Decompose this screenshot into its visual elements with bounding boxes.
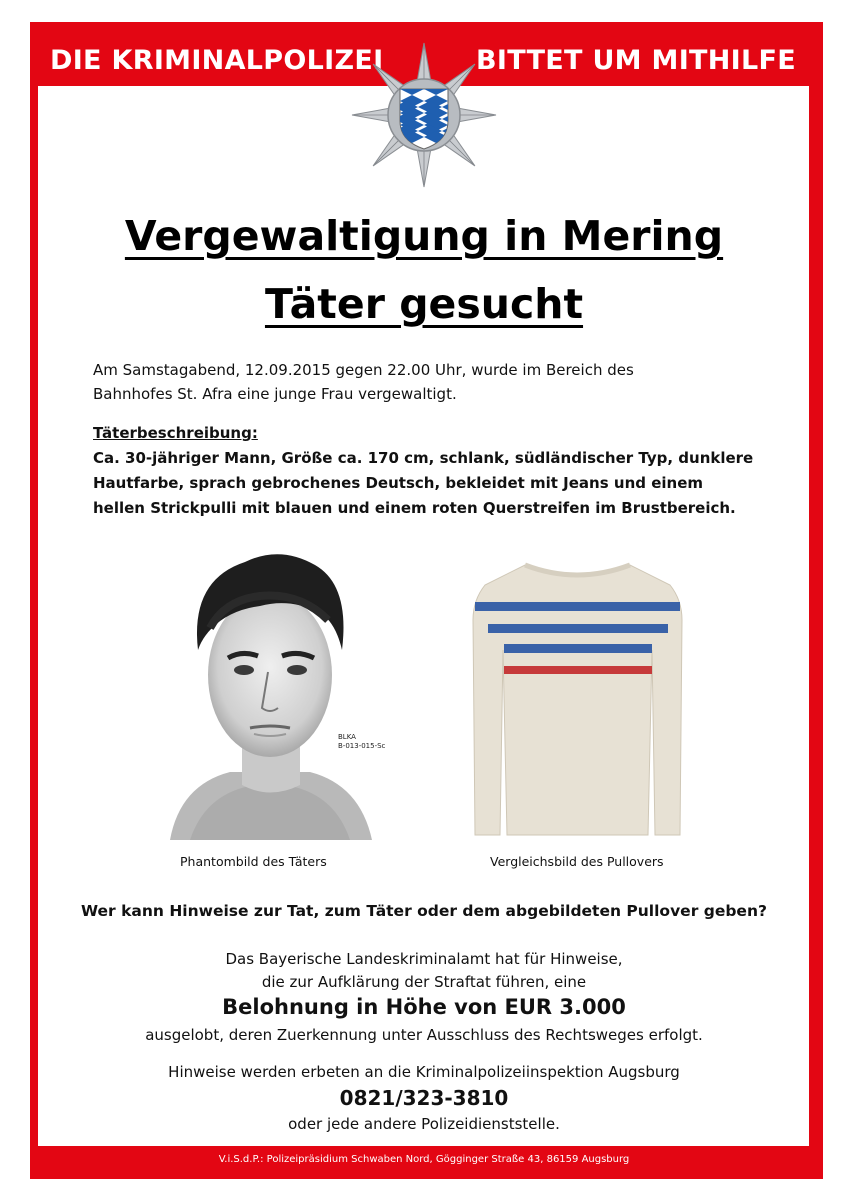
sweater-comparison-image (470, 540, 685, 840)
contact-alt: oder jede andere Polizeidienststelle. (288, 1115, 560, 1133)
police-star-badge-icon (349, 40, 499, 190)
contact-text: Hinweise werden erbeten an die Kriminalpolizeiinspektion Augsburg (168, 1063, 680, 1081)
appeal-question: Wer kann Hinweise zur Tat, zum Täter oder dem abgebildeten Pullover geben? (81, 902, 767, 920)
header-left-text: DIE KRIMINALPOLIZEI (50, 45, 384, 76)
headline-line-1: Vergewaltigung in Mering (124, 212, 724, 260)
headline-line-2: Täter gesucht (264, 280, 584, 328)
caption-face: Phantombild des Täters (180, 854, 327, 869)
footer-imprint: V.i.S.d.P.: Polizeipräsidium Schwaben Nord, Gögginger Straße 43, 86159 Augsburg (218, 1154, 630, 1165)
sketch-reference-tag: BLKA B-013-015-Sc (338, 733, 386, 750)
phantom-sketch-image (150, 540, 390, 840)
header-right-text: BITTET UM MITHILFE (476, 45, 796, 76)
description-heading: Täterbeschreibung: (93, 424, 258, 442)
incident-intro: Am Samstagabend, 12.09.2015 gegen 22.00 Uhr, wurde im Bereich des Bahnhofes St. Afra eine junge Frau vergewaltigt. (93, 361, 634, 403)
reward-text-1: Das Bayerische Landeskriminalamt hat für Hinweise, (225, 950, 623, 968)
reward-text-2: die zur Aufklärung der Straftat führen, eine (261, 973, 587, 991)
caption-sweater: Vergleichsbild des Pullovers (490, 854, 664, 869)
suspect-description: Ca. 30-jähriger Mann, Größe ca. 170 cm, schlank, südländischer Typ, dunklere Hautfarbe, sprach gebrochenes Deutsch, bekleidet mit Jeans und einem hellen Strickpulli mit blauen und einem roten Querstreifen im Brustbereich. (93, 449, 754, 517)
contact-phone: 0821/323-3810 (339, 1086, 509, 1110)
reward-amount: Belohnung in Höhe von EUR 3.000 (222, 995, 626, 1019)
reward-text-3: ausgelobt, deren Zuerkennung unter Ausschluss des Rechtsweges erfolgt. (145, 1026, 703, 1044)
